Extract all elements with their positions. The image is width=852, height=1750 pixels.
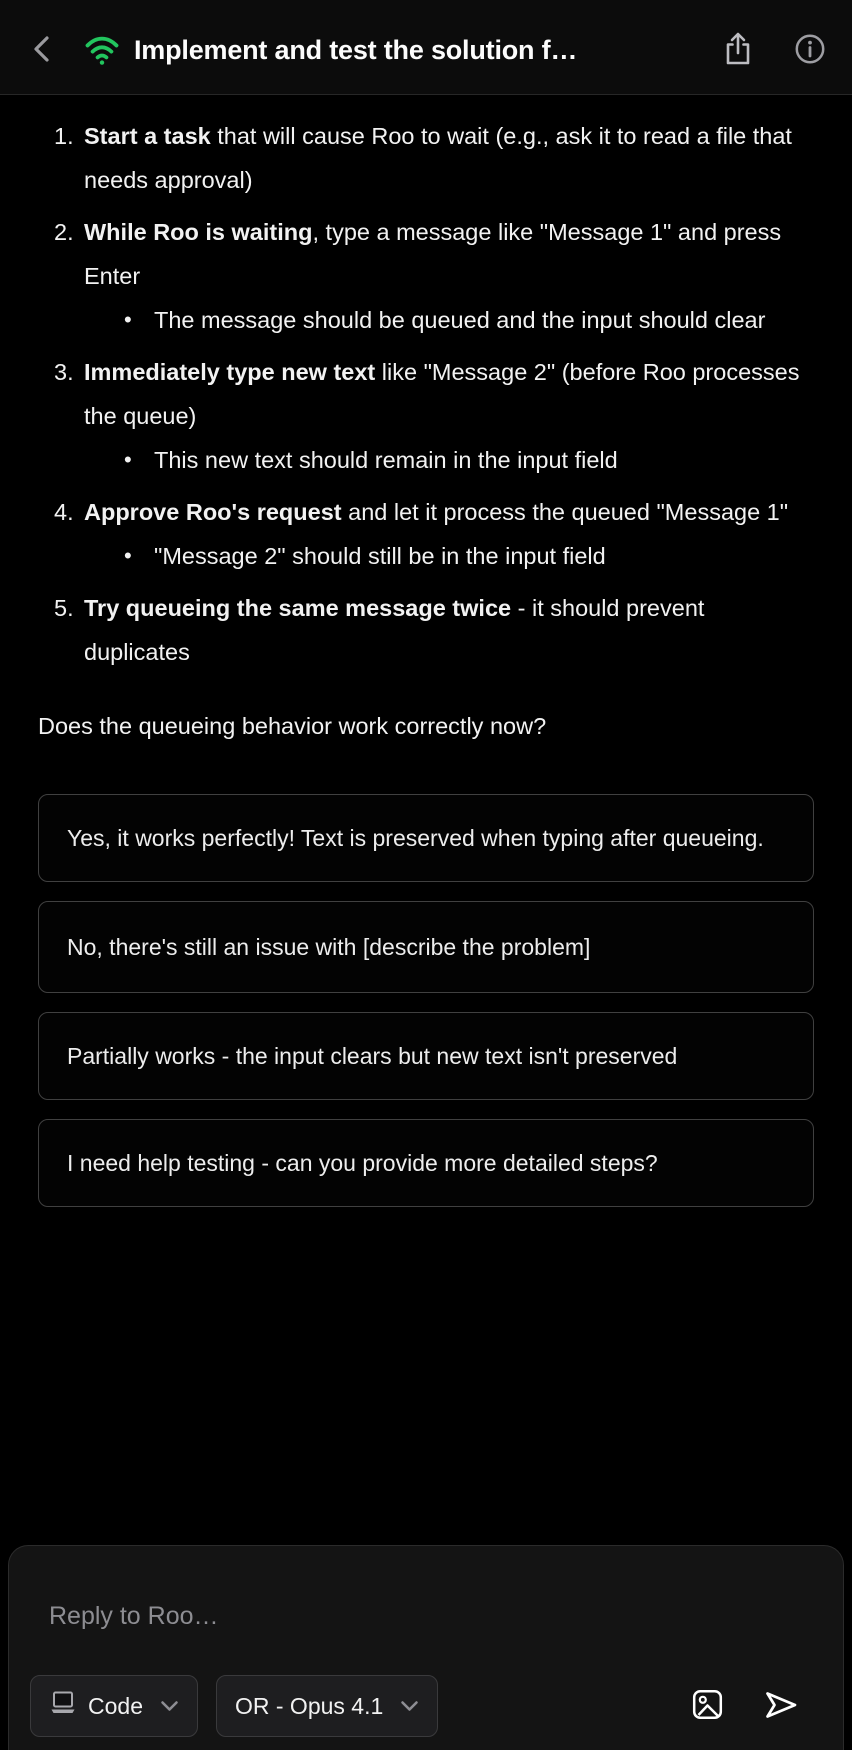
list-item: 4. Approve Roo's request and let it process the queued "Message 1" • "Message 2" should still be in the input field [54,490,814,578]
message-content [0,96,852,1207]
suggestion-option-yes[interactable]: Yes, it works perfectly! Text is preserved when typing after queueing. [38,794,814,882]
attach-image-button[interactable] [692,1689,723,1723]
reply-input[interactable]: Reply to Roo… [49,1602,219,1630]
chevron-down-icon [400,1700,419,1712]
chevron-down-icon [160,1700,179,1712]
list-item: 2. While Roo is waiting, type a message like "Message 1" and press Enter • The message should be queued and the input should clear [54,210,814,342]
sub-bullet: • This new text should remain in the input field [124,447,618,473]
info-button[interactable] [794,33,826,68]
sub-bullet: • The message should be queued and the input should clear [124,307,766,333]
header-bar [0,0,852,95]
send-icon [763,1689,799,1724]
model-label: OR - Opus 4.1 [234,1692,384,1719]
list-item: 3. Immediately type new text like "Message 2" (before Roo processes the queue) • This new text should remain in the input field [54,350,814,482]
chevron-left-icon [30,35,52,66]
suggestion-option-help[interactable]: I need help testing - can you provide more detailed steps? [38,1119,814,1207]
sub-bullet: • "Message 2" should still be in the input field [124,543,606,569]
wifi-status-icon [84,34,120,66]
mode-label: Code [88,1692,143,1719]
reply-composer [8,1545,844,1750]
suggestion-buttons [38,794,814,1207]
image-icon [692,1689,723,1723]
suggestion-option-partial[interactable]: Partially works - the input clears but new text isn't preserved [38,1012,814,1100]
mode-selector[interactable] [30,1675,198,1737]
page-title: Implement and test the solution f… [134,34,578,65]
suggestion-option-no[interactable]: No, there's still an issue with [describe the problem] [38,901,814,993]
share-icon [722,31,754,70]
send-button[interactable] [763,1689,799,1724]
question-text: Does the queueing behavior work correctly now? [38,713,547,739]
back-button[interactable] [30,35,58,65]
list-item: 5. Try queueing the same message twice - it should prevent duplicates [54,595,705,665]
share-button[interactable] [722,31,754,70]
model-selector[interactable] [216,1675,438,1737]
list-item: 1. Start a task that will cause Roo to wait (e.g., ask it to read a file that needs approval) [54,123,792,193]
info-icon [794,33,826,68]
test-steps-list [54,114,814,674]
laptop-icon [49,1690,77,1722]
composer-toolbar [30,1675,799,1737]
